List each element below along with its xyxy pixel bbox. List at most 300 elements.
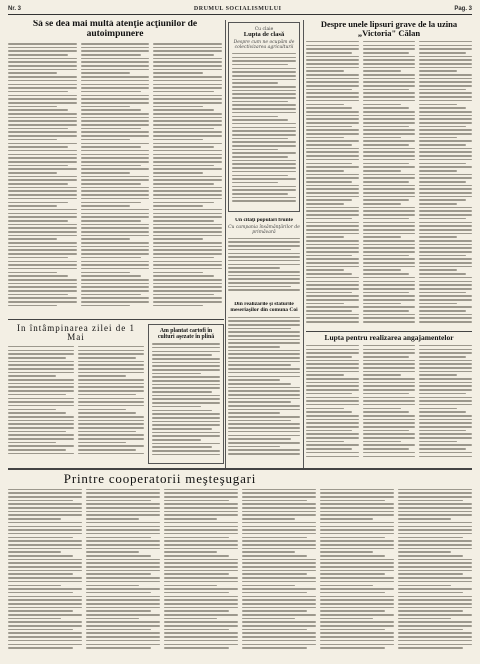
text-line	[320, 588, 394, 590]
text-line	[153, 257, 213, 259]
text-line	[8, 533, 82, 535]
article-headline: Am plantat cartofi în culturi aşezate în plină	[157, 328, 215, 341]
text-line	[419, 269, 457, 271]
text-line	[86, 551, 139, 553]
text-line	[306, 111, 359, 113]
text-line	[164, 573, 229, 575]
text-line	[152, 365, 220, 367]
section-rule	[8, 468, 472, 470]
text-line	[363, 255, 409, 257]
text-line	[8, 150, 77, 152]
text-line	[81, 261, 150, 263]
text-line	[164, 596, 238, 598]
text-line	[419, 273, 465, 275]
text-line	[8, 190, 77, 192]
text-line	[152, 443, 220, 445]
text-line	[8, 526, 82, 528]
text-line	[419, 203, 457, 205]
text-line	[228, 387, 300, 389]
text-line	[86, 540, 160, 542]
text-line	[306, 63, 359, 65]
text-line	[242, 614, 316, 616]
text-line	[363, 70, 401, 72]
text-line	[8, 596, 82, 598]
text-line	[320, 492, 394, 494]
text-line	[320, 503, 394, 505]
text-line	[242, 540, 316, 542]
text-line	[228, 416, 300, 418]
text-line	[363, 273, 409, 275]
text-line	[419, 393, 465, 395]
text-line	[8, 588, 82, 590]
text-line	[8, 544, 82, 546]
text-line	[86, 599, 160, 601]
text-line	[81, 109, 141, 111]
text-line	[419, 299, 472, 301]
text-line	[8, 143, 77, 145]
text-line	[153, 109, 213, 111]
text-line	[398, 592, 463, 594]
text-line	[232, 57, 296, 59]
text-line	[8, 423, 74, 425]
text-line	[242, 562, 316, 564]
text-line	[232, 104, 296, 106]
text-line	[81, 168, 150, 170]
text-line	[320, 555, 385, 557]
text-line	[306, 408, 344, 410]
text-line	[363, 393, 409, 395]
text-line	[320, 636, 394, 638]
text-line	[153, 179, 222, 181]
text-line	[306, 345, 359, 347]
text-line	[81, 124, 150, 126]
text-line	[8, 76, 77, 78]
text-line	[153, 231, 222, 233]
text-line	[419, 63, 472, 65]
text-line	[153, 209, 222, 211]
text-line	[306, 385, 359, 387]
text-line	[419, 222, 472, 224]
text-line	[153, 253, 222, 255]
text-line	[232, 119, 288, 121]
text-line	[228, 361, 300, 363]
text-line	[398, 500, 463, 502]
text-line	[232, 145, 296, 147]
text-line	[86, 533, 160, 535]
text-line	[8, 492, 82, 494]
text-line	[78, 449, 136, 451]
text-line	[419, 233, 472, 235]
text-line	[419, 133, 472, 135]
text-line	[320, 559, 394, 561]
article-headline: Lupta pentru realizarea angajamentelor	[324, 334, 454, 342]
text-line	[419, 144, 465, 146]
text-line	[363, 262, 416, 264]
text-line	[242, 625, 316, 627]
text-line	[398, 636, 472, 638]
text-line	[419, 59, 472, 61]
text-line	[419, 67, 472, 69]
text-line	[153, 227, 222, 229]
text-line	[8, 179, 77, 181]
text-line	[86, 518, 139, 520]
text-line	[363, 419, 416, 421]
text-line	[8, 161, 77, 163]
text-line	[8, 401, 74, 403]
text-line	[8, 91, 68, 93]
newspaper-page	[8, 6, 472, 658]
text-line	[363, 78, 416, 80]
text-line	[81, 272, 130, 274]
text-line	[81, 61, 150, 63]
text-line	[228, 383, 291, 385]
text-line	[398, 492, 472, 494]
text-line	[242, 533, 316, 535]
text-line	[419, 363, 472, 365]
text-line	[419, 281, 472, 283]
text-line	[419, 400, 472, 402]
text-line	[232, 53, 296, 55]
text-line	[228, 449, 300, 451]
text-line	[81, 209, 150, 211]
text-line	[306, 437, 359, 439]
text-line	[86, 618, 139, 620]
text-line	[164, 636, 238, 638]
text-line	[78, 412, 136, 414]
text-line	[78, 375, 126, 377]
text-line	[232, 182, 278, 184]
text-line	[363, 144, 409, 146]
text-line	[78, 390, 144, 392]
text-line	[8, 500, 73, 502]
text-line	[419, 148, 472, 150]
text-line	[363, 310, 409, 312]
text-line	[320, 566, 394, 568]
text-line	[8, 242, 77, 244]
text-line	[306, 166, 359, 168]
text-line	[164, 511, 238, 513]
text-line	[153, 205, 202, 207]
text-line	[228, 256, 300, 258]
text-line	[419, 422, 472, 424]
text-line	[153, 146, 213, 148]
text-line	[363, 448, 409, 450]
text-line	[8, 614, 82, 616]
text-line	[232, 152, 296, 154]
text-line	[81, 139, 130, 141]
text-line	[320, 596, 394, 598]
text-line	[320, 540, 394, 542]
text-line	[78, 386, 144, 388]
text-line	[164, 540, 238, 542]
text-line	[363, 374, 401, 376]
text-line	[228, 442, 300, 444]
text-line	[419, 430, 465, 432]
text-line	[81, 216, 150, 218]
text-line	[8, 625, 82, 627]
text-line	[419, 374, 457, 376]
text-line	[320, 592, 385, 594]
text-line	[306, 317, 359, 319]
text-line	[363, 408, 401, 410]
article-body	[152, 343, 220, 457]
text-line	[152, 446, 212, 448]
text-line	[228, 339, 300, 341]
text-line	[363, 367, 416, 369]
text-line	[78, 353, 144, 355]
text-line	[363, 225, 416, 227]
text-line	[81, 283, 150, 285]
text-line	[363, 151, 416, 153]
text-line	[363, 52, 409, 54]
text-line	[152, 380, 220, 382]
text-line	[398, 585, 451, 587]
text-line	[153, 98, 222, 100]
text-line	[306, 151, 359, 153]
text-line	[78, 445, 144, 447]
text-line	[228, 245, 300, 247]
text-line	[153, 249, 222, 251]
text-line	[78, 434, 144, 436]
text-line	[164, 544, 238, 546]
text-line	[8, 581, 82, 583]
article-1-mai	[8, 324, 144, 464]
text-line	[86, 625, 160, 627]
text-line	[8, 128, 68, 130]
text-line	[153, 238, 202, 240]
text-line	[419, 352, 472, 354]
text-line	[242, 585, 295, 587]
text-line	[320, 599, 394, 601]
text-line	[398, 644, 472, 646]
text-line	[419, 284, 472, 286]
text-line	[306, 397, 359, 399]
text-line	[164, 621, 238, 623]
text-line	[81, 268, 150, 270]
text-line	[152, 435, 220, 437]
text-line	[8, 286, 77, 288]
text-line	[8, 566, 82, 568]
text-line	[8, 135, 77, 137]
text-line	[242, 603, 316, 605]
text-line	[8, 87, 77, 89]
text-line	[8, 573, 73, 575]
text-line	[152, 417, 220, 419]
text-line	[86, 596, 160, 598]
newspaper-title: DRUMUL SOCIALISMULUI	[193, 6, 282, 12]
text-line	[8, 529, 82, 531]
text-line	[363, 56, 416, 58]
text-line	[8, 412, 66, 414]
text-line	[8, 224, 77, 226]
text-line	[8, 577, 82, 579]
text-line	[419, 378, 472, 380]
text-line	[306, 363, 359, 365]
text-line	[306, 389, 359, 391]
text-line	[228, 260, 300, 262]
text-line	[320, 548, 394, 550]
article-headline: Să se dea mai multă atenţie acţiunilor de autoimpunere	[32, 20, 198, 39]
text-line	[306, 45, 359, 47]
text-line	[8, 58, 77, 60]
text-line	[398, 548, 472, 550]
text-line	[306, 240, 359, 242]
text-line	[398, 555, 463, 557]
text-line	[363, 426, 416, 428]
text-line	[320, 647, 385, 649]
text-line	[81, 172, 130, 174]
text-line	[306, 356, 352, 358]
text-line	[363, 210, 416, 212]
text-line	[81, 106, 130, 108]
text-line	[8, 272, 57, 274]
text-line	[164, 588, 238, 590]
text-line	[232, 68, 296, 70]
text-line	[152, 439, 201, 441]
text-line	[419, 129, 472, 131]
text-line	[81, 290, 150, 292]
text-line	[363, 126, 409, 128]
text-line	[306, 251, 359, 253]
article-headline: Un cităţi populari frunte	[235, 218, 293, 223]
text-line	[306, 314, 359, 316]
text-line	[8, 427, 74, 429]
text-line	[8, 507, 82, 509]
section-rule	[8, 319, 224, 320]
text-line	[419, 306, 472, 308]
text-line	[320, 607, 394, 609]
text-line	[86, 573, 151, 575]
article-body	[8, 489, 472, 651]
text-line	[242, 596, 316, 598]
text-line	[164, 526, 238, 528]
text-line	[153, 61, 222, 63]
text-line	[419, 181, 465, 183]
article-subtitle: Cu campania însămânţărilor de primăvară	[228, 224, 300, 235]
text-line	[363, 170, 401, 172]
text-line	[8, 386, 74, 388]
text-line	[306, 292, 352, 294]
text-line	[232, 71, 296, 73]
text-line	[398, 614, 472, 616]
text-line	[232, 193, 288, 195]
text-line	[419, 170, 457, 172]
text-line	[419, 89, 465, 91]
text-line	[8, 372, 74, 374]
text-line	[86, 514, 160, 516]
text-line	[363, 163, 409, 165]
text-line	[320, 529, 394, 531]
article-subtitle: Despre cum ne ocupăm de colectivizarea agriculturii	[233, 39, 295, 50]
text-line	[242, 573, 307, 575]
text-line	[306, 218, 352, 220]
text-line	[8, 124, 77, 126]
text-line	[398, 551, 451, 553]
text-line	[78, 372, 144, 374]
text-line	[232, 112, 296, 114]
text-line	[363, 148, 416, 150]
text-line	[8, 261, 77, 263]
text-line	[363, 133, 416, 135]
text-line	[363, 67, 416, 69]
text-line	[398, 599, 472, 601]
text-line	[363, 222, 416, 224]
text-line	[306, 229, 359, 231]
text-line	[242, 551, 295, 553]
text-line	[153, 106, 202, 108]
text-line	[363, 122, 416, 124]
text-line	[419, 192, 472, 194]
text-line	[8, 603, 82, 605]
text-line	[81, 246, 150, 248]
text-line	[153, 172, 202, 174]
text-line	[363, 306, 416, 308]
text-line	[8, 555, 73, 557]
text-line	[153, 272, 202, 274]
text-line	[398, 540, 472, 542]
text-line	[8, 202, 68, 204]
text-line	[363, 415, 416, 417]
text-line	[242, 640, 316, 642]
text-line	[164, 500, 229, 502]
text-line	[228, 324, 300, 326]
text-line	[306, 404, 359, 406]
text-line	[8, 213, 77, 215]
text-line	[164, 577, 238, 579]
text-line	[81, 58, 150, 60]
text-line	[363, 177, 416, 179]
text-line	[419, 303, 457, 305]
text-line	[81, 179, 150, 181]
text-line	[419, 140, 472, 142]
text-line	[152, 351, 220, 353]
text-line	[8, 120, 77, 122]
text-line	[398, 489, 472, 491]
text-line	[228, 364, 291, 366]
text-line	[398, 581, 472, 583]
text-line	[363, 378, 416, 380]
text-line	[419, 444, 472, 446]
text-line	[81, 65, 150, 67]
text-line	[81, 143, 150, 145]
text-line	[419, 126, 465, 128]
text-line	[8, 305, 57, 307]
text-line	[164, 559, 238, 561]
article-angajamente	[306, 334, 472, 464]
text-line	[152, 369, 220, 371]
text-line	[306, 266, 359, 268]
text-line	[320, 610, 385, 612]
text-line	[419, 207, 472, 209]
text-line	[164, 647, 229, 649]
text-line	[164, 518, 217, 520]
text-line	[8, 154, 77, 156]
text-line	[306, 52, 352, 54]
text-line	[398, 596, 472, 598]
section-rule	[306, 331, 472, 332]
text-line	[306, 352, 359, 354]
text-line	[78, 401, 144, 403]
text-line	[363, 185, 416, 187]
text-line	[228, 376, 300, 378]
text-line	[8, 394, 66, 396]
text-line	[228, 357, 300, 359]
text-line	[8, 216, 77, 218]
text-line	[81, 205, 130, 207]
text-line	[363, 199, 409, 201]
text-line	[306, 185, 359, 187]
text-line	[320, 603, 394, 605]
